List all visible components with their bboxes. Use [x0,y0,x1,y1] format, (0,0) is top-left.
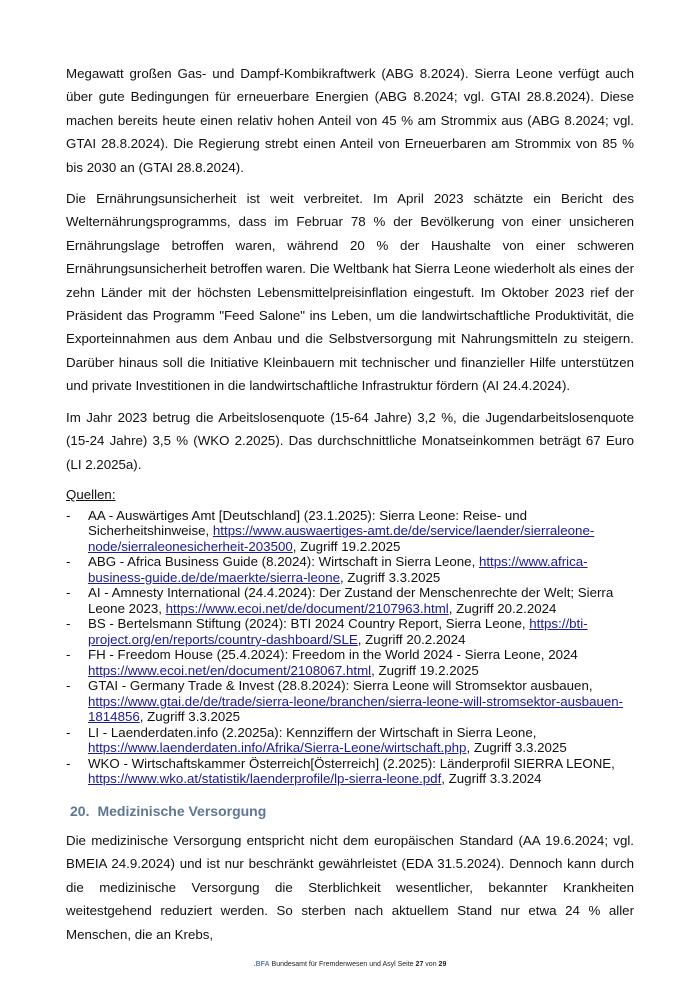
source-item [66,756,634,787]
source-text: LI - Laenderdaten.info (2.2025a): Kennziffern der Wirtschaft in Sierra Leone, [88,724,537,740]
paragraph-unemployment: Im Jahr 2023 betrug die Arbeitslosenquote (15-64 Jahre) 3,2 %, die Jugendarbeitslosenquote (15-24 Jahre) 3,5 % (WKO 2.2025). Das durchschnittliche Monatseinkommen beträgt 67 Euro (LI 2.2025a). [66,409,634,472]
document-page [66,0,634,946]
footer-page-total: 29 [438,960,447,968]
list-dash: - [66,585,71,601]
source-access-date: , Zugriff 20.2.2024 [357,631,466,647]
sources-list [66,508,634,787]
source-item [66,725,634,756]
list-dash: - [66,647,71,663]
list-dash: - [66,678,71,694]
source-item [66,554,634,585]
source-body [88,647,634,678]
page-footer [0,960,700,990]
source-body [88,554,634,585]
source-link[interactable]: https://bti-project.org/en/reports/country-dashboard/SLE [88,616,588,647]
source-body [88,616,634,647]
paragraph-energy: Megawatt großen Gas- und Dampf-Kombikraftwerk (ABG 8.2024). Sierra Leone verfügt auch über gute Bedingungen für erneuerbare Energien (ABG 8.2024; vgl. GTAI 28.8.2024). Diese machen bereits heute einen relativ hohen Anteil von 45 % am Strommix aus (ABG 8.2024; vgl. GTAI 28.8.2024). Die Regierung strebt einen Anteil von Erneuerbaren am Strommix von 85 % bis 2030 an (GTAI 28.8.2024). [66,66,634,175]
source-link[interactable]: https://www.auswaertiges-amt.de/de/service/laender/sierraleone-node/sierraleonesicherheit-203500 [88,523,595,554]
paragraph-food-insecurity: Die Ernährungsunsicherheit ist weit verbreitet. Im April 2023 schätzte ein Bericht des Welternährungsprogramms, dass im Februar 78 % der Bevölkerung von einer unsicheren Ernährungslage betroffen waren, während 20 % der Haushalte von einer schweren Ernährungsunsicherheit betroffen waren. Die Weltbank hat Sierra Leone wiederholt als eines der zehn Länder mit der höchsten Lebensmittelpreisinflation eingestuft. Im Oktober 2023 rief der Präsident das Programm "Feed Salone" ins Leben, um die landwirtschaftliche Produktivität, die Exporteinnahmen aus dem Anbau und die Selbstversorgung mit Nahrungsmitteln zu steigern. Darüber hinaus soll die Initiative Kleinbauern mit technischer und finanzieller Hilfe unterstützen und private Investitionen in die landwirtschaftliche Infrastruktur fördern (AI 24.4.2024). [66,191,634,394]
section-heading [70,801,634,821]
source-body [88,756,634,787]
source-link[interactable]: https://www.gtai.de/de/trade/sierra-leone/branchen/sierra-leone-will-stromsektor-ausbauen-1814856 [88,693,624,725]
source-body [88,678,634,725]
list-dash: - [66,616,71,632]
source-item [66,616,634,647]
source-body [88,725,634,756]
source-access-date: , Zugriff 20.2.2024 [448,600,557,616]
paragraph-medical: Die medizinische Versorgung entspricht nicht dem europäischen Standard (AA 19.6.2024; vgl. BMEIA 24.9.2024) und ist nur beschränkt gewährleistet (EDA 31.5.2024). Dennoch kann durch die medizinische Versorgung die Sterblichkeit wesentlicher, bekannter Krankheiten weitestgehend reduziert werden. So sterben nach aktuellem Stand nur etwa 24 % aller Menschen, die an Krebs, [66,832,634,942]
source-link[interactable]: https://www.africa-business-guide.de/de/maerkte/sierra-leone [88,554,588,585]
source-access-date: , Zugriff 3.3.2025 [340,569,441,585]
source-link[interactable]: https://www.wko.at/statistik/laenderprofile/lp-sierra-leone.pdf [88,771,442,787]
source-link[interactable]: https://www.ecoi.net/en/document/2108067.html [88,662,372,678]
source-body [88,585,634,616]
source-link[interactable]: https://www.ecoi.net/de/document/2107963.html [165,600,449,616]
source-item [66,678,634,725]
source-item [66,647,634,678]
source-access-date: , Zugriff 3.3.2024 [441,771,542,787]
footer-org: Bundesamt für Fremdenwesen und Asyl [271,960,396,968]
source-text: BS - Bertelsmann Stiftung (2024): BTI 2024 Country Report, Sierra Leone, [88,616,530,632]
source-text: ABG - Africa Business Guide (8.2024): Wirtschaft in Sierra Leone, [88,554,479,570]
source-access-date: , Zugriff 19.2.2025 [292,538,401,554]
section-title: Medizinische Versorgung [97,802,267,819]
source-text: WKO - Wirtschaftskammer Österreich[Österreich] (2.2025): Länderprofil SIERRA LEONE, [88,755,615,771]
source-body [88,508,634,555]
footer-of-label: von [425,960,437,968]
source-text: AA - Auswärtiges Amt [Deutschland] (23.1.2025): Sierra Leone: Reise- und Sicherheitshinweise, [88,507,528,539]
source-item [66,585,634,616]
source-link[interactable]: https://www.laenderdaten.info/Afrika/Sierra-Leone/wirtschaft.php [88,740,467,756]
source-text: GTAI - Germany Trade & Invest (28.8.2024): Sierra Leone will Stromsektor ausbauen, [88,678,593,694]
list-dash: - [66,554,71,570]
list-dash: - [66,507,71,523]
source-text: FH - Freedom House (25.4.2024): Freedom in the World 2024 - Sierra Leone, 2024 [88,647,578,663]
source-text: AI - Amnesty International (24.4.2024): Der Zustand der Menschenrechte der Welt; Sierra Leone 2023, [88,585,614,616]
source-access-date: , Zugriff 19.2.2025 [371,662,479,678]
footer-page-number: 27 [415,960,424,968]
footer-page-label: Seite [397,960,414,968]
source-access-date: , Zugriff 3.3.2025 [466,740,567,756]
sources-label: Quellen: [66,486,116,502]
list-dash: - [66,724,71,740]
list-dash: - [66,755,71,771]
source-access-date: , Zugriff 3.3.2025 [139,709,241,725]
source-item [66,508,634,555]
section-number: 20. [70,802,90,819]
bfa-logo: .BFA [253,960,270,968]
